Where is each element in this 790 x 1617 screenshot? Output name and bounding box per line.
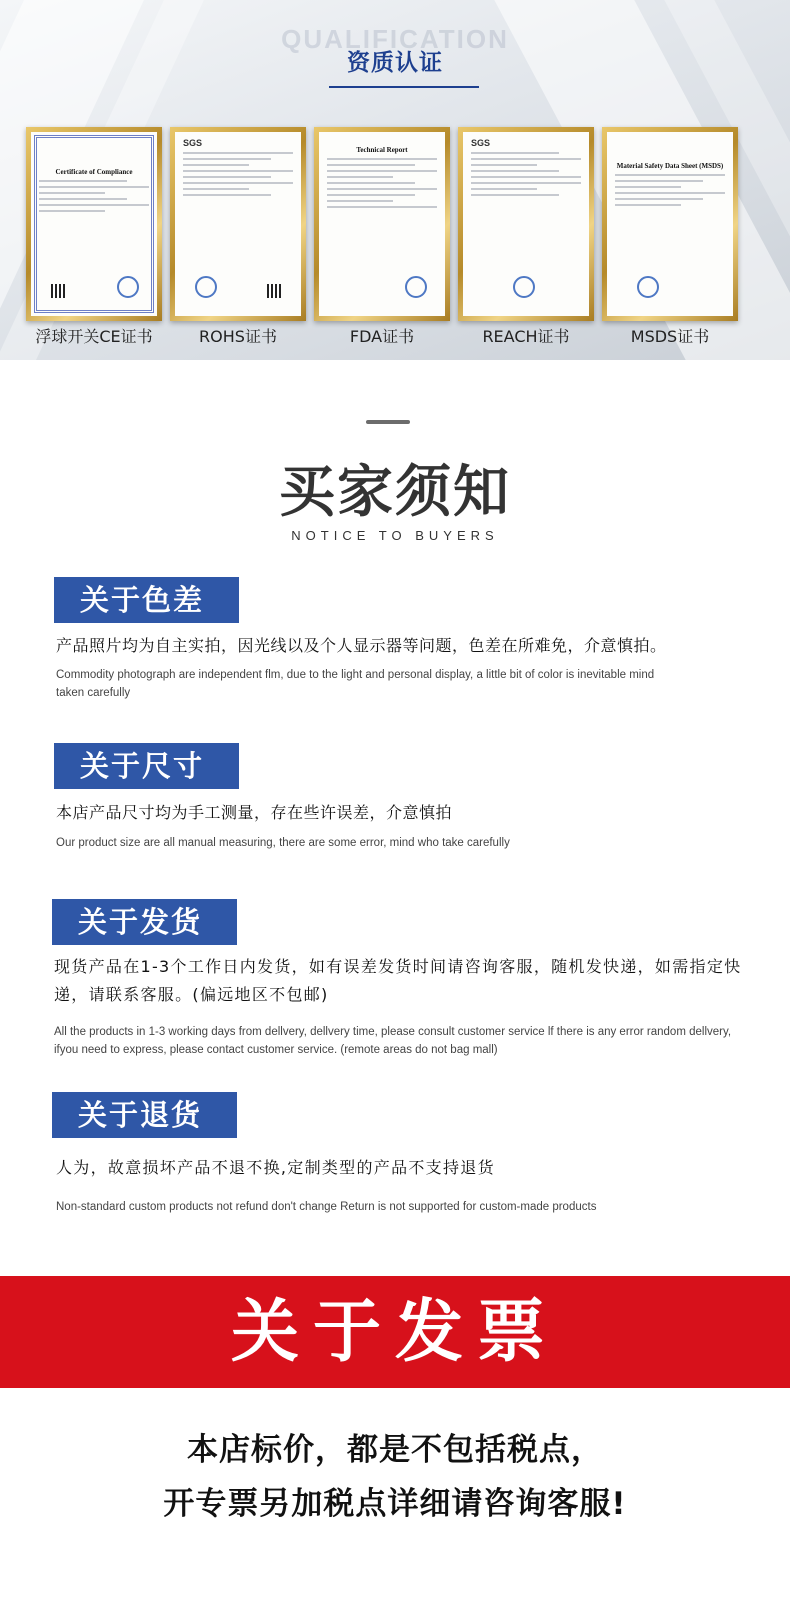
shipping-text-en: All the products in 1-3 working days from dellvery, dellvery time, please consult customer service lf there is any error random dellvery, ifyou need to express, please contact customer service. (remote areas do not bag mall): [54, 1026, 732, 1056]
qualification-section: [0, 0, 790, 360]
shipping-text-cn: 现货产品在1-3个工作日内发货，如有误差发货时间请咨询客服，随机发快递，如需指定快递，请联系客服。(偏远地区不包邮): [54, 957, 742, 1004]
size-tag: 关于尺寸: [54, 743, 239, 789]
section-divider: [366, 420, 410, 424]
size-text-cn: 本店产品尺寸均为手工测量，存在些许误差，介意慎拍: [56, 803, 453, 822]
seal-icon: [513, 276, 535, 298]
certificate-label: 浮球开关CE证书: [35, 327, 153, 346]
qr-code-icon: [267, 284, 281, 298]
notice-subtitle: NOTICE TO BUYERS: [291, 528, 499, 543]
certificate-msds-image[interactable]: [602, 127, 738, 321]
invoice-note-line-2: 开专票另加税点详细请咨询客服!: [163, 1486, 627, 1522]
certificate-ce-image[interactable]: [26, 127, 162, 321]
certificate-reach-image[interactable]: [458, 127, 594, 321]
certificate-header: Certificate of Compliance: [55, 168, 133, 176]
color-difference-text-en: Commodity photograph are independent flm, due to the light and personal display, a little bit of color is inevitable mind taken carefully: [56, 669, 655, 699]
certificate-header: Material Safety Data Sheet (MSDS): [616, 162, 724, 170]
certificate-header: Technical Report: [356, 146, 408, 154]
invoice-title: 关于发票: [230, 1293, 559, 1372]
invoice-note-line-1: 本店标价，都是不包括税点，: [187, 1432, 603, 1468]
color-difference-tag: 关于色差: [54, 577, 239, 623]
seal-icon: [117, 276, 139, 298]
certificate-label: MSDS证书: [630, 327, 710, 346]
returns-text-cn: 人为，故意损坏产品不退不换,定制类型的产品不支持退货: [56, 1158, 495, 1177]
returns-text-en: Non-standard custom products not refund don't change Return is not supported for custom-made products: [56, 1201, 597, 1213]
returns-tag: 关于退货: [52, 1092, 237, 1138]
seal-icon: [195, 276, 217, 298]
certificate-fda-image[interactable]: [314, 127, 450, 321]
certificate-rohs-image[interactable]: [170, 127, 306, 321]
qualification-title: 资质认证: [347, 50, 443, 76]
title-underline: [329, 86, 479, 88]
notice-title: 买家须知: [279, 460, 511, 525]
shipping-tag: 关于发货: [52, 899, 237, 945]
qualification-watermark: QUALIFICATION: [281, 24, 509, 54]
certificate-header: SGS: [471, 138, 491, 148]
color-difference-text-cn: 产品照片均为自主实拍，因光线以及个人显示器等问题，色差在所难免，介意慎拍。: [56, 636, 667, 655]
size-text-en: Our product size are all manual measuring, there are some error, mind who take carefully: [56, 837, 510, 849]
certificate-label: REACH证书: [482, 327, 570, 346]
qr-code-icon: [51, 284, 65, 298]
certificate-header: SGS: [183, 138, 203, 148]
certificate-label: ROHS证书: [199, 327, 277, 346]
certificate-label: FDA证书: [349, 327, 415, 346]
seal-icon: [405, 276, 427, 298]
seal-icon: [637, 276, 659, 298]
